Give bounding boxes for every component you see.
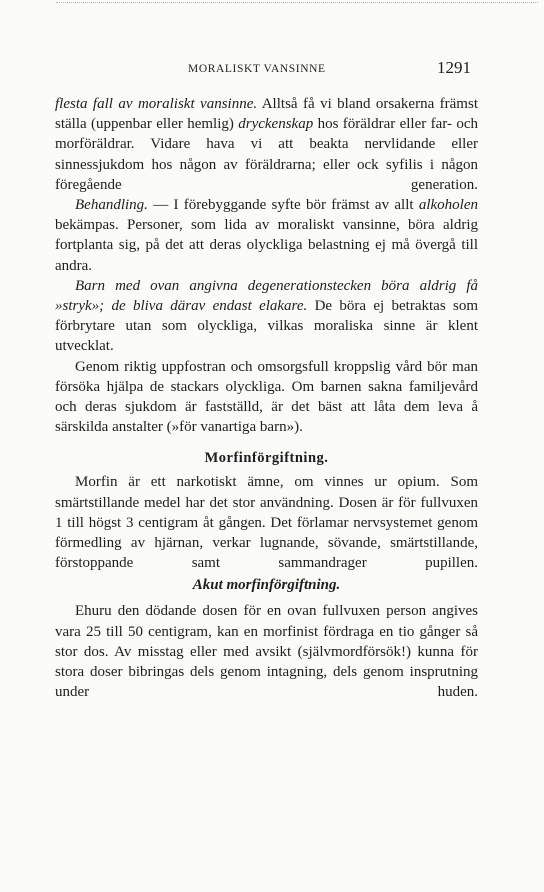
page-number: 1291 <box>437 58 471 77</box>
italic-phrase: flesta fall av moraliskt vansinne. <box>55 96 258 112</box>
italic-term: Behandling. <box>75 197 148 214</box>
paragraph-causes <box>55 94 478 195</box>
paragraph-text: bekämpas. Personer, som lida av moraliskt vansinne, böra aldrig fortplanta sig, på det att deras olyckliga belastning ej må övergå till andra. <box>55 217 478 274</box>
paragraph-text: hos föräldrar eller far- och morföräldrar. Vidare hava vi att beakta nervlidande eller sinnessjukdom hos någon av föräldrarna; eller ock syfilis i någon föregående generation. <box>55 116 478 193</box>
italic-phrase: Barn med ovan angivna degenerationstecken böra aldrig få »stryk»; de bliva därav endast elakare. <box>55 277 478 315</box>
paragraph-text: — I förebyggande syfte bör främst av allt <box>147 197 419 214</box>
paragraph-acute-poisoning: Ehuru den dödande dosen för en ovan fullvuxen person angives vara 25 till 50 centigram, kan en morfinist fördraga en tio gånger så stor dos. Av misstag eller med avsikt (självmordförsök!) kunna för stora doser bibringas dels genom intagning, dels genom insprutning under huden. <box>55 603 478 701</box>
paragraph-upbringing: Genom riktig uppfostran och omsorgsfull kroppslig vård bör man försöka hjälpa de stackars olyckliga. Om barnen sakna familjevård och deras sjukdom är fastställd, är det bäst att låta dem leva å särskilda anstalter (»för vanartiga barn»). <box>55 358 478 436</box>
paragraph-morphine: Morfin är ett narkotiskt ämne, om vinnes ur opium. Som smärtstillande medel har det stor användning. Dosen är för fullvuxen 1 till högst 3 centigram åt gången. Det förlamar nervsystemet genom förmedling av hjärnan, verkar lugnande, sövande, smärtstillande, förstoppande samt sammandrager pupillen. <box>55 474 478 572</box>
paragraph-text: De böra ej betraktas som förbrytare utan som olyckliga, vilkas moraliska sinne är klent utvecklat. <box>55 298 478 355</box>
page-header <box>0 58 544 84</box>
page-edge-rule <box>56 2 538 3</box>
paragraph-children <box>55 276 478 357</box>
paragraph-text: Alltså få vi bland orsakerna främst ställa (uppenbar eller hemlig) <box>55 96 478 133</box>
paragraph-treatment <box>55 195 478 276</box>
italic-term: alkoholen <box>418 197 478 214</box>
subsection-heading: Akut morfinförgiftning. <box>192 577 341 594</box>
section-heading: Morfinförgiftning. <box>204 450 329 467</box>
body-text <box>55 94 478 702</box>
italic-term: dryckenskap <box>238 116 314 133</box>
running-head: MORALISKT VANSINNE <box>188 63 326 75</box>
